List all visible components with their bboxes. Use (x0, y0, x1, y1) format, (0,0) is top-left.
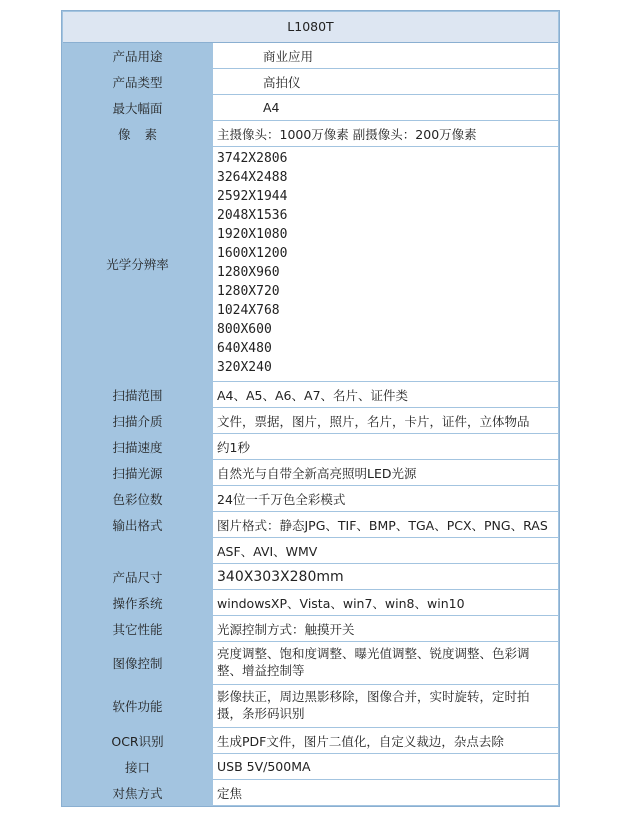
row-value: 24位一千万色全彩模式 (213, 486, 558, 511)
row-label: 最大幅面 (63, 95, 212, 120)
row-label: 其它性能 (63, 616, 212, 641)
resolution-item: 3742X2806 (217, 151, 288, 166)
row-label: 操作系统 (63, 590, 212, 615)
row-value: 图片格式：静态JPG、TIF、BMP、TGA、PCX、PNG、RAS (213, 512, 558, 537)
row-label: 产品尺寸 (63, 564, 212, 589)
row-pixels (63, 121, 558, 146)
row-color-depth (63, 486, 558, 511)
row-value: 亮度调整、饱和度调整、曝光值调整、锐度调整、色彩调整、增益控制等 (213, 642, 558, 684)
row-label: 产品用途 (63, 43, 212, 68)
row-ocr (63, 728, 558, 753)
row-other (63, 616, 558, 641)
resolution-item: 1920X1080 (217, 227, 288, 242)
row-label: 扫描范围 (63, 382, 212, 407)
row-image-control (63, 642, 558, 684)
row-label: 扫描速度 (63, 434, 212, 459)
row-value: 主摄像头：1000万像素 副摄像头：200万像素 (213, 121, 558, 146)
row-value: 340X303X280mm (213, 564, 558, 589)
row-label: 色彩位数 (63, 486, 212, 511)
row-label: 光学分辨率 (63, 147, 212, 381)
resolution-item: 1024X768 (217, 303, 280, 318)
row-label: 对焦方式 (63, 780, 212, 805)
model-title: L1080T (63, 12, 558, 43)
row-label: 软件功能 (63, 685, 212, 727)
row-scan-media (63, 408, 558, 433)
resolution-item: 800X600 (217, 322, 272, 337)
resolution-item: 2592X1944 (217, 189, 288, 204)
row-label: OCR识别 (63, 728, 212, 753)
resolution-item: 1280X960 (217, 265, 280, 280)
row-value: windowsXP、Vista、win7、win8、win10 (213, 590, 558, 615)
row-scan-speed (63, 434, 558, 459)
row-output-format (63, 512, 558, 537)
row-value: 商业应用 (213, 43, 558, 68)
row-max-size (63, 95, 558, 120)
resolution-item: 1600X1200 (217, 246, 288, 261)
row-scan-range (63, 382, 558, 407)
row-software (63, 685, 558, 727)
row-value: 光源控制方式：触摸开关 (213, 616, 558, 641)
row-usage (63, 43, 558, 68)
row-label: 扫描介质 (63, 408, 212, 433)
row-interface (63, 754, 558, 779)
row-value: 高拍仪 (213, 69, 558, 94)
row-value: 生成PDF文件，图片二值化，自定义裁边，杂点去除 (213, 728, 558, 753)
row-value: USB 5V/500MA (213, 754, 558, 779)
row-value: 影像扶正，周边黑影移除，图像合并，实时旋转，定时拍摄，条形码识别 (213, 685, 558, 727)
row-value: 定焦 (213, 780, 558, 805)
row-output-format-video (63, 538, 558, 563)
row-value: 自然光与自带全新高亮照明LED光源 (213, 460, 558, 485)
resolution-item: 1280X720 (217, 284, 280, 299)
row-resolution (63, 147, 558, 381)
row-label: 扫描光源 (63, 460, 212, 485)
row-label (63, 538, 212, 563)
row-dimensions (63, 564, 558, 589)
row-value: 约1秒 (213, 434, 558, 459)
row-type (63, 69, 558, 94)
resolution-item: 640X480 (217, 341, 272, 356)
row-label: 接口 (63, 754, 212, 779)
spec-table (61, 10, 560, 807)
row-label: 图像控制 (63, 642, 212, 684)
row-os (63, 590, 558, 615)
row-scan-light (63, 460, 558, 485)
resolution-list (213, 147, 558, 381)
row-label: 输出格式 (63, 512, 212, 537)
resolution-item: 3264X2488 (217, 170, 288, 185)
resolution-item: 320X240 (217, 360, 272, 375)
row-value: ASF、AVI、WMV (213, 538, 558, 563)
resolution-item: 2048X1536 (217, 208, 288, 223)
row-label: 像素 (63, 121, 212, 146)
row-value: A4 (213, 95, 558, 120)
row-label: 产品类型 (63, 69, 212, 94)
row-focus (63, 780, 558, 805)
row-value: 文件，票据，图片，照片，名片，卡片，证件，立体物品 (213, 408, 558, 433)
row-value: A4、A5、A6、A7、名片、证件类 (213, 382, 558, 407)
